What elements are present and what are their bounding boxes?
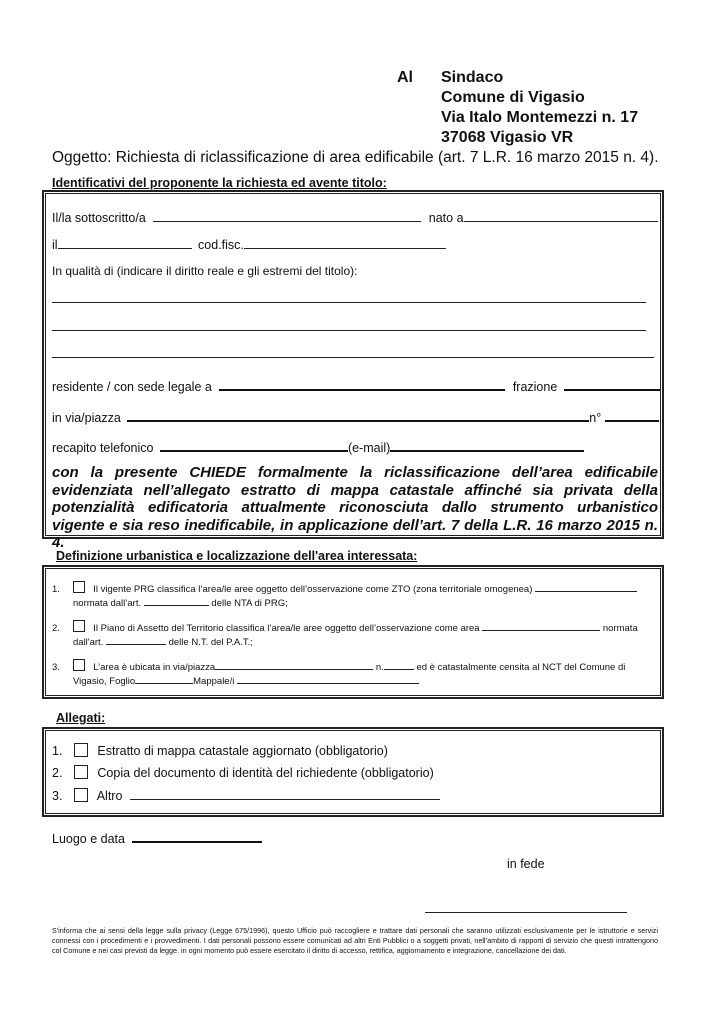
frazione-field[interactable] (564, 377, 660, 391)
allegato-number: 2. (52, 766, 63, 780)
allegato-2 (52, 765, 434, 780)
via-label: in via/piazza (52, 411, 121, 425)
altro-field[interactable] (130, 787, 440, 800)
pat-art-field[interactable] (106, 635, 166, 645)
residente-label: residente / con sede legale a (52, 380, 212, 394)
telefono-field[interactable] (160, 438, 348, 452)
sottoscritto-label: Il/la sottoscritto/a (52, 211, 146, 225)
codfisc-label: cod.fisc. (198, 238, 244, 252)
sottoscritto-field[interactable] (153, 209, 421, 222)
nato-field[interactable] (464, 209, 658, 222)
urb-item-text: normata dall’art. (73, 598, 142, 609)
urb-item-text: Il Piano di Assetto del Territorio classifica l’area/le aree oggetto dell’osservazione come area (93, 623, 480, 634)
urb-item-text: Mappale/i (193, 676, 235, 687)
qualita-line-2[interactable] (52, 330, 646, 331)
chiede-paragraph: con la presente CHIEDE formalmente la riclassificazione dell’area edificabile evidenziata nell’allegato estratto di mappa catastale affinché sia privata della potenzialità edificatoria attualmente riconosciuta dallo strumento urbanistico vigente e sia reso inedificabile, in applicazione dell’art. 7 della L.R. 16 marzo 2015 n. 4. (52, 464, 658, 551)
mappale-field[interactable] (237, 674, 419, 684)
pat-area-field[interactable] (482, 621, 600, 631)
luogo-data-row (52, 829, 262, 846)
nato-label: nato a (428, 211, 464, 225)
codfisc-field[interactable] (244, 236, 446, 249)
addressee-line: Sindaco (441, 69, 504, 86)
checkbox[interactable] (74, 743, 88, 757)
allegato-label: Copia del documento di identità del richiedente (obbligatorio) (97, 766, 434, 780)
checkbox[interactable] (73, 659, 85, 671)
section2-title: Definizione urbanistica e localizzazione dell'area interessata: (56, 549, 418, 563)
urb-item-1 (52, 581, 654, 610)
qualita-line-1[interactable] (52, 302, 646, 303)
subject-line: Oggetto: Richiesta di riclassificazione di area edificabile (art. 7 L.R. 16 marzo 2015 n. 4). (52, 149, 659, 166)
art-field[interactable] (144, 596, 209, 606)
numero-field[interactable] (605, 408, 659, 422)
il-label: il (52, 238, 58, 252)
allegato-label: Estratto di mappa catastale aggiornato (obbligatorio) (97, 744, 388, 758)
ubicazione-field[interactable] (215, 660, 373, 670)
in-fede-label: in fede (507, 857, 545, 871)
email-field[interactable] (390, 438, 584, 452)
luogo-data-field[interactable] (132, 829, 262, 843)
addressee-line: Via Italo Montemezzi n. 17 (441, 109, 639, 126)
urb-item-text: normata (602, 623, 638, 634)
allegato-label: Altro (96, 789, 123, 803)
via-row (52, 408, 659, 425)
allegato-1 (52, 743, 388, 758)
foglio-field[interactable] (135, 674, 193, 684)
checkbox[interactable] (73, 581, 85, 593)
privacy-notice: S'informa che ai sensi della legge sulla privacy (Legge 675/1996), questo Ufficio può raccogliere e trattare dati personali che saranno utilizzati esclusivamente per le istruttorie e servizi connessi con i procedimenti e i provvedimenti. I dati personali possono essere comunicati ad altri Enti Pubblici o a soggetti privati, nell’ambito di rapporti di servizio che questi intrattengono col Comune e nei casi previsti da legge. in ogni momento può essere esercitato il diritto di accesso, rettifica, aggiornamento e integrazione, cancellazione dei dati. (52, 926, 658, 955)
addressee-line: Comune di Vigasio (441, 89, 585, 106)
checkbox[interactable] (74, 765, 88, 779)
qualita-label: In qualità di (indicare il diritto reale e gli estremi del titolo): (52, 264, 358, 278)
residente-field[interactable] (219, 377, 505, 391)
urb-item-number: 3. (52, 662, 60, 673)
allegato-number: 3. (52, 789, 63, 803)
data-codfisc-row (52, 236, 446, 252)
allegato-3 (52, 787, 440, 803)
via-field[interactable] (127, 408, 589, 422)
sottoscritto-row (52, 209, 658, 225)
addressee-line: 37068 Vigasio VR (441, 129, 574, 146)
addressee-block (441, 68, 638, 148)
urb-item-text: delle NTA di PRG; (211, 598, 288, 609)
urb-item-text: n. (375, 662, 384, 673)
birthdate-field[interactable] (58, 236, 192, 249)
zto-field[interactable] (535, 582, 637, 592)
urb-item-text: Vigasio, Foglio (73, 676, 136, 687)
email-label: (e-mail) (347, 441, 391, 455)
numero-label: n° (589, 411, 602, 425)
telefono-label: recapito telefonico (52, 441, 154, 455)
checkbox[interactable] (74, 788, 88, 802)
frazione-label: frazione (512, 380, 558, 394)
qualita-line-3[interactable] (52, 357, 654, 358)
signature-line[interactable] (425, 912, 627, 913)
section3-title: Allegati: (56, 711, 106, 725)
urb-item-text: ed è catastalmente censita al NCT del Comune di (416, 662, 626, 673)
urb-item-text: dall'art. (73, 637, 104, 648)
allegato-number: 1. (52, 744, 63, 758)
checkbox[interactable] (73, 620, 85, 632)
urb-item-number: 2. (52, 623, 60, 634)
luogo-data-label: Luogo e data (52, 832, 125, 846)
residente-row (52, 377, 660, 394)
section1-title: Identificativi del proponente la richiesta ed avente titolo: (52, 176, 387, 190)
al-label: Al (397, 69, 413, 86)
urb-item-3 (52, 659, 654, 688)
urb-item-2 (52, 620, 654, 649)
recapito-row (52, 438, 584, 455)
civico-field[interactable] (384, 660, 414, 670)
urb-item-text: L’area è ubicata in via/piazza (93, 662, 216, 673)
urb-item-number: 1. (52, 584, 60, 595)
urb-item-text: delle N.T. del P.A.T.; (168, 637, 253, 648)
urb-item-text: Il vigente PRG classifica l’area/le aree oggetto dell’osservazione come ZTO (zona territoriale omogenea) (93, 584, 533, 595)
